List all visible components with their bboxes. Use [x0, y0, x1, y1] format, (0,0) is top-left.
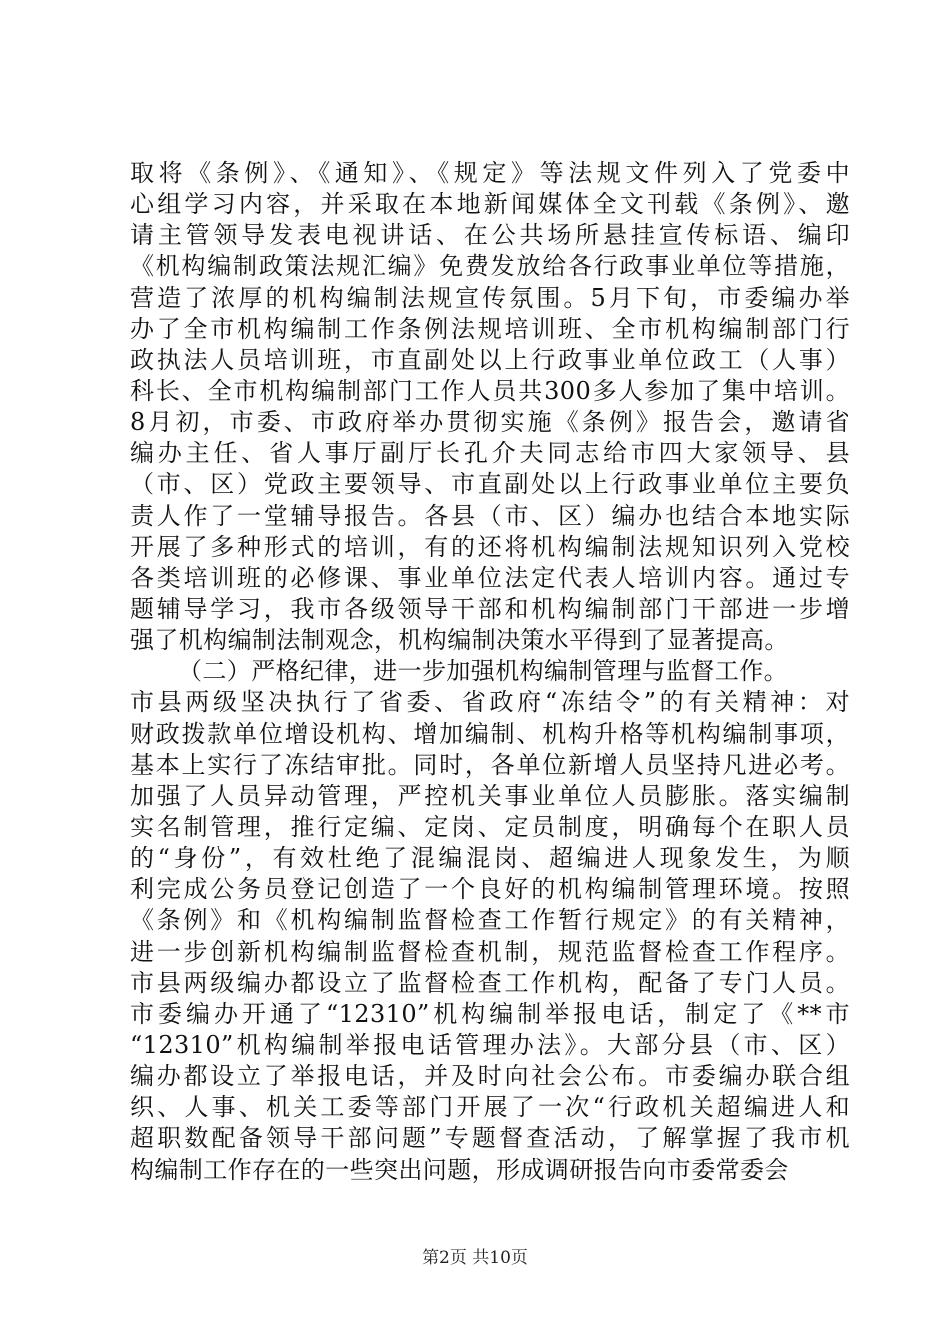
text-line: 基本上实行了冻结审批。同时，各单位新增人员坚持凡进必考。: [130, 750, 850, 779]
text-line: “12310”机构编制举报电话管理办法》。大部分县（市、区）: [130, 1030, 850, 1059]
text-line: 各类培训班的必修课、事业单位法定代表人培训内容。通过专: [130, 563, 850, 592]
text-line: 营造了浓厚的机构编制法规宣传氛围。5月下旬，市委编办举: [130, 283, 850, 312]
text-line: 科长、全市机构编制部门工作人员共300多人参加了集中培训。: [130, 376, 850, 405]
text-line: 请主管领导发表电视讲话、在公共场所悬挂宣传标语、编印: [130, 221, 850, 250]
text-line: 加强了人员异动管理，严控机关事业单位人员膨胀。落实编制: [130, 781, 850, 810]
text-line: 市县两级坚决执行了省委、省政府“冻结令”的有关精神：对: [130, 688, 850, 717]
text-line: 市县两级编办都设立了监督检查工作机构，配备了专门人员。: [130, 968, 850, 997]
text-line: 《条例》和《机构编制监督检查工作暂行规定》的有关精神，: [130, 906, 850, 935]
text-line: 财政拨款单位增设机构、增加编制、机构升格等机构编制事项，: [130, 719, 850, 748]
body-text: [130, 158, 850, 1186]
text-line: 强了机构编制法制观念，机构编制决策水平得到了显著提高。: [130, 626, 789, 655]
text-line: 编办主任、省人事厅副厅长孔介夫同志给市四大家领导、县: [130, 439, 850, 468]
text-line: 构编制工作存在的一些突出问题，形成调研报告向市委常委会: [130, 1155, 789, 1184]
text-line: 开展了多种形式的培训，有的还将机构编制法规知识列入党校: [130, 532, 850, 561]
text-line: 的“身份”，有效杜绝了混编混岗、超编进人现象发生，为顺: [130, 844, 850, 873]
text-line: 《机构编制政策法规汇编》免费发放给各行政事业单位等措施，: [130, 252, 850, 281]
text-line: 实名制管理，推行定编、定岗、定员制度，明确每个在职人员: [130, 812, 850, 841]
text-line: 编办都设立了举报电话，并及时向社会公布。市委编办联合组: [130, 1062, 850, 1091]
text-line: 心组学习内容，并采取在本地新闻媒体全文刊载《条例》、邀: [130, 190, 850, 219]
text-line: 利完成公务员登记创造了一个良好的机构编制管理环境。按照: [130, 875, 850, 904]
text-line: 责人作了一堂辅导报告。各县（市、区）编办也结合本地实际: [130, 501, 850, 530]
text-line: 织、人事、机关工委等部门开展了一次“行政机关超编进人和: [130, 1093, 850, 1122]
text-line: （市、区）党政主要领导、市直副处以上行政事业单位主要负: [130, 470, 850, 499]
page-footer: 第2页 共10页: [422, 1248, 528, 1268]
text-line: 8月初，市委、市政府举办贯彻实施《条例》报告会，邀请省: [130, 408, 850, 437]
text-line: 取将《条例》、《通知》、《规定》等法规文件列入了党委中: [130, 159, 850, 187]
text-line: 政执法人员培训班，市直副处以上行政事业单位政工（人事）: [130, 345, 850, 374]
text-line: 市委编办开通了“12310”机构编制举报电话，制定了《**市: [130, 999, 850, 1028]
text-line: 题辅导学习，我市各级领导干部和机构编制部门干部进一步增: [130, 594, 850, 623]
text-line: （二）严格纪律，进一步加强机构编制管理与监督工作。: [178, 657, 788, 686]
text-line: 进一步创新机构编制监督检查机制，规范监督检查工作程序。: [130, 937, 850, 966]
text-line: 超职数配备领导干部问题”专题督查活动，了解掌握了我市机: [130, 1124, 850, 1153]
text-line: 办了全市机构编制工作条例法规培训班、全市机构编制部门行: [130, 314, 850, 343]
